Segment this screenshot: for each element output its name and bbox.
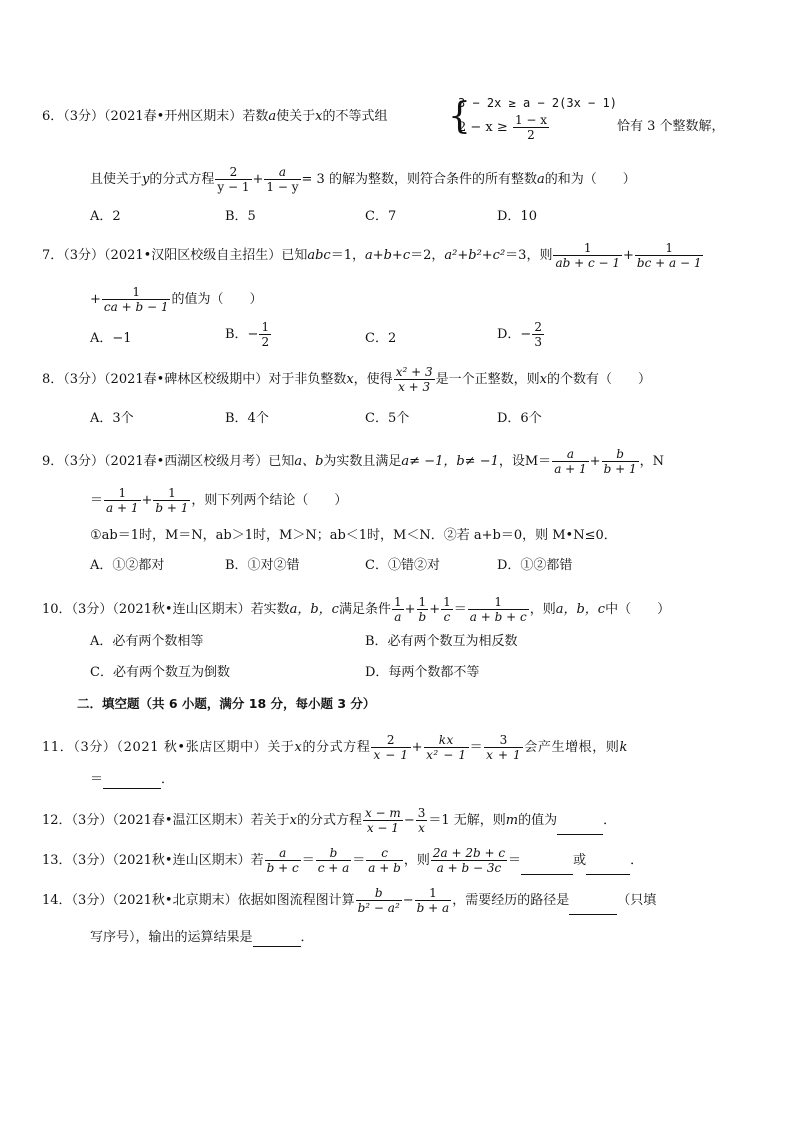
q6-option-b[interactable]: B．5 — [225, 209, 256, 224]
q7-number: 7．（3分） — [42, 248, 105, 263]
fraction-denominator: y − 1 — [217, 180, 250, 194]
q8-option-b[interactable]: B．4个 — [225, 411, 269, 426]
q13-text: ，则 — [403, 853, 430, 868]
q8-option-c[interactable]: C．5个 — [365, 411, 410, 426]
fraction-numerator: 1 − x — [514, 113, 548, 127]
q12-answer-blank[interactable] — [557, 821, 603, 835]
q11-fraction-2 — [424, 733, 469, 762]
plus-sign: + — [411, 740, 424, 755]
q14-text: 写序号），输出的运算结果是 — [90, 930, 253, 945]
fraction-numerator: a — [552, 447, 588, 462]
q14-text: 依据如图流程图计算 — [237, 893, 355, 908]
q11-text: 的分式方程 — [302, 740, 371, 755]
q13-source: （2021秋•连山区期末） — [112, 853, 251, 868]
equals-sign: ＝ — [352, 853, 366, 868]
q8-option-a[interactable]: A．3个 — [90, 411, 134, 426]
q13-number: 13．（3分） — [42, 853, 113, 868]
q8-line1 — [42, 365, 651, 394]
fraction-denominator: x − 1 — [366, 821, 399, 835]
q6-line1-end: 恰有 3 个整数解， — [617, 119, 725, 134]
q6-line2 — [90, 165, 636, 194]
q8-text: 是一个正整数，则 — [435, 372, 540, 387]
q6-var-a: a — [536, 172, 545, 187]
q10-source: （2021秋•连山区期末） — [112, 602, 251, 617]
fraction-numerator: 1 — [102, 285, 171, 300]
q6-source: （2021春•开州区期末） — [104, 109, 243, 124]
q14-number: 14．（3分） — [42, 893, 113, 908]
fraction-denominator: ca + b − 1 — [103, 300, 169, 314]
fraction-denominator: a — [394, 610, 402, 624]
fraction-numerator: 2a + 2b + c — [432, 846, 506, 860]
q7-fraction-3 — [102, 285, 171, 314]
q10-text: ，则 — [529, 602, 556, 617]
fraction-denominator: a + 1 — [106, 501, 139, 515]
q13-fraction-4 — [431, 846, 507, 875]
q8-fraction — [394, 365, 435, 394]
q7-option-a[interactable]: A．−1 — [90, 331, 132, 346]
q11-text: ＝ — [90, 772, 104, 787]
q7-fraction-2 — [635, 241, 704, 270]
fraction-numerator: x² + 3 — [395, 365, 433, 379]
fraction-numerator: a — [265, 846, 301, 861]
q14-answer-blank-1[interactable] — [569, 901, 617, 915]
q7-text: ＝1， — [330, 248, 365, 263]
q6-option-a[interactable]: A．2 — [90, 209, 121, 224]
q9-source: （2021春•西湖区校级月考） — [104, 454, 269, 469]
fraction-numerator: 1 — [261, 320, 270, 334]
q7-text: ＝2， — [410, 248, 445, 263]
plus-sign: + — [252, 172, 264, 187]
q13-text: ＝ — [508, 853, 522, 868]
q6-line1 — [42, 108, 387, 126]
q6-text: 使关于 — [276, 109, 316, 124]
q13-line — [42, 846, 643, 875]
fraction-denominator: 3 — [534, 335, 542, 349]
fraction-numerator: 1 — [393, 595, 402, 609]
fraction-numerator: 1 — [635, 241, 704, 256]
q7-text: ＝3，则 — [505, 248, 553, 263]
q10-option-a[interactable]: A．必有两个数相等 — [90, 634, 204, 649]
fraction-numerator: c — [366, 846, 403, 861]
fraction-denominator: b + c — [266, 861, 299, 875]
q12-fraction-1 — [363, 806, 403, 835]
q12-var-x: x — [289, 813, 297, 828]
q13-fraction-3 — [366, 846, 403, 875]
q11-answer-blank[interactable] — [103, 775, 161, 789]
q8-text: 的个数有（ ） — [546, 372, 651, 387]
q7-text: 的值为（ ） — [171, 292, 263, 307]
q9-text: ，N — [639, 454, 664, 469]
q7-option-c[interactable]: C．2 — [365, 331, 397, 346]
q7-option-b[interactable] — [225, 320, 272, 349]
fraction-numerator: 1 — [104, 486, 140, 501]
q10-fraction-b — [417, 595, 429, 624]
q6-text: 且使关于 — [90, 172, 143, 187]
q9-condition: a≠ −1，b≠ −1 — [401, 454, 499, 469]
q6-sys2-left: 2 − x ≥ — [458, 120, 508, 135]
fraction-denominator: a + b − 3c — [436, 861, 502, 875]
fraction-denominator: x + 1 — [486, 748, 522, 762]
q14-source: （2021秋•北京期末） — [112, 893, 238, 908]
q10-option-b[interactable]: B．必有两个数互为相反数 — [365, 634, 518, 649]
fraction-denominator: a + b + c — [469, 610, 527, 624]
q11-var-x: x — [294, 740, 303, 755]
q6-system-brace: { — [448, 96, 471, 137]
q11-source: （2021 秋•张店区期中） — [116, 740, 268, 755]
q8-option-d[interactable]: D．6个 — [497, 411, 542, 426]
q10-fraction-c — [441, 595, 453, 624]
fraction-denominator: ab + c − 1 — [555, 256, 621, 270]
q11-text: 关于 — [267, 740, 295, 755]
q10-line1: 10．（3分）（2021秋•连山区期末）若实数a，b，c满足条件 $\frac{1}{a}$ + $\frac{1}{b}$ + $\frac{1}{c}$ ＝ $\frac{1}{a + b + c}$ ，则a，b，c中（ ） — [42, 595, 671, 624]
option-label: D．− — [497, 327, 532, 342]
q6-text: = 3 的解为整数，则符合条件的所有整数 — [301, 172, 537, 187]
fraction-denominator: x² − 1 — [426, 748, 467, 762]
q11-line1 — [42, 733, 628, 762]
fraction-numerator: a — [264, 165, 300, 180]
q11-fraction-1 — [371, 733, 410, 762]
q9-fraction-4 — [153, 486, 190, 515]
q10-fraction-a — [392, 595, 404, 624]
q13-answer-blank-2[interactable] — [586, 861, 630, 875]
fraction-numerator: b — [356, 886, 402, 901]
q8-source: （2021春•碑林区校级期中） — [104, 372, 269, 387]
q13-text: ． — [630, 853, 644, 868]
fraction-denominator: b² − a² — [357, 901, 400, 915]
equals-sign: ＝ — [453, 602, 467, 617]
q14-fraction-2 — [415, 886, 452, 915]
q6-option-d[interactable]: D．10 — [497, 209, 537, 224]
q11-line2 — [90, 771, 174, 789]
fraction-denominator: x + 3 — [398, 380, 431, 394]
q8-number: 8．（3分） — [42, 372, 105, 387]
q14-line2 — [90, 929, 314, 947]
q7-squares: a²+b²+c² — [444, 248, 506, 263]
q7-b-fraction — [259, 320, 271, 349]
q12-text: 的值为 — [518, 813, 558, 828]
fraction-denominator: b + a — [416, 901, 450, 915]
q12-source: （2021春•温江区期末） — [112, 813, 251, 828]
q12-text: ＝1 无解，则 — [428, 813, 506, 828]
q8-text: ，使得 — [353, 372, 393, 387]
q9-vars: a、b — [294, 454, 324, 469]
minus-sign: − — [402, 893, 414, 908]
fraction-numerator: 3 — [417, 806, 426, 820]
q6-option-c[interactable]: C．7 — [365, 209, 397, 224]
q11-var-k: k — [619, 740, 628, 755]
q7-source: （2021•汉阳区校级自主招生） — [104, 248, 282, 263]
fraction-numerator: 1 — [468, 595, 529, 610]
fraction-denominator: b + 1 — [603, 462, 637, 476]
fraction-numerator: 1 — [153, 486, 190, 501]
q12-text: 若关于 — [250, 813, 290, 828]
q6-sys2-fraction — [513, 113, 549, 142]
q10-text: 满足条件 — [338, 602, 391, 617]
q7-sum: a+b+c — [364, 248, 411, 263]
q10-option-c[interactable]: C．必有两个数互为倒数 — [90, 665, 230, 680]
q9-fraction-1 — [552, 447, 588, 476]
q9-option-d[interactable]: D．①②都错 — [497, 558, 573, 573]
q6-var-x: x — [315, 109, 323, 124]
section-heading: 二．填空题（共 6 小题，满分 18 分，每小题 3 分） — [77, 696, 376, 711]
fraction-numerator: 2 — [534, 320, 542, 334]
fraction-denominator: bc + a − 1 — [636, 256, 702, 270]
q8-var-x: x — [539, 372, 547, 387]
q12-text: 的分式方程 — [296, 813, 362, 828]
fraction-denominator: 2 — [261, 335, 270, 349]
q14-text: （只填 — [617, 893, 657, 908]
q14-answer-blank-2[interactable] — [253, 933, 301, 947]
fraction-denominator: 1 − y — [266, 180, 299, 194]
q9-number: 9．（3分） — [42, 454, 105, 469]
q10-text: 中（ ） — [605, 602, 671, 617]
q10-number: 10．（3分） — [42, 602, 113, 617]
equals-sign: ＝ — [469, 740, 484, 755]
option-label: B．− — [225, 327, 259, 342]
fraction-numerator: x − m — [364, 806, 401, 820]
fraction-denominator: c + a — [317, 861, 350, 875]
q7-text: 已知 — [281, 248, 308, 263]
q7-option-d[interactable] — [497, 320, 545, 349]
q9-fraction-3 — [104, 486, 140, 515]
q6-text: 若数 — [242, 109, 269, 124]
q6-fraction-2 — [264, 165, 300, 194]
q10-option-d[interactable]: D．每两个数都不等 — [365, 665, 480, 680]
q14-text: ． — [300, 930, 314, 945]
fraction-denominator: b — [418, 610, 427, 624]
q11-number: 11．（3分） — [42, 740, 117, 755]
fraction-numerator: 3 — [484, 733, 523, 748]
fraction-numerator: 2 — [215, 165, 251, 180]
fraction-numerator: 1 — [415, 886, 452, 901]
q6-text: 的和为（ ） — [544, 172, 636, 187]
q9-text: ＝ — [90, 493, 104, 508]
fraction-numerator: b — [316, 846, 352, 861]
plus-sign: + — [141, 493, 153, 508]
q13-fraction-1 — [265, 846, 301, 875]
q6-number: 6．（3分） — [42, 109, 105, 124]
fraction-numerator: 2 — [371, 733, 410, 748]
q6-var-a: a — [268, 109, 277, 124]
fraction-denominator: 2 — [527, 128, 535, 142]
q9-option-c[interactable]: C．①错②对 — [365, 558, 440, 573]
q9-line1 — [42, 447, 664, 476]
q12-number: 12．（3分） — [42, 813, 113, 828]
plus-sign: + — [589, 454, 601, 469]
q9-option-b[interactable]: B．①对②错 — [225, 558, 300, 573]
fraction-denominator: a + b — [368, 861, 401, 875]
q14-line1 — [42, 886, 656, 915]
q12-var-m: m — [505, 813, 519, 828]
fraction-denominator: b + 1 — [155, 501, 189, 515]
q8-text: 对于非负整数 — [268, 372, 347, 387]
fraction-numerator: 1 — [553, 241, 622, 256]
fraction-denominator: c — [443, 610, 451, 624]
fraction-denominator: x — [418, 821, 425, 835]
q12-line — [42, 806, 616, 835]
q11-fraction-3 — [484, 733, 523, 762]
q9-option-a[interactable]: A．①②都对 — [90, 558, 165, 573]
minus-sign: − — [403, 813, 415, 828]
q9-line2 — [90, 486, 347, 515]
fraction-numerator: 1 — [443, 595, 451, 609]
q11-text: ． — [161, 772, 175, 787]
q6-var-y: y — [142, 172, 150, 187]
q7-d-fraction — [532, 320, 544, 349]
q10-fraction-r — [468, 595, 529, 624]
q13-text: 或 — [573, 853, 587, 868]
q14-text: ，需要经历的路径是 — [452, 893, 570, 908]
fraction-numerator: kx — [424, 733, 469, 748]
q9-text: 为实数且满足 — [323, 454, 402, 469]
q12-text: ． — [603, 813, 617, 828]
fraction-denominator: a + 1 — [554, 462, 587, 476]
q13-text: 若 — [250, 853, 264, 868]
plus-sign: + — [623, 248, 634, 263]
q10-vars: a，b，c — [289, 602, 339, 617]
q9-text: ，设M＝ — [498, 454, 552, 469]
q10-vars: a，b，c — [555, 602, 606, 617]
q9-conclusions: ①ab＝1时，M＝N，ab＞1时，M＞N；ab＜1时，M＜N．②若 a+b＝0，则 M•N≤0． — [90, 528, 617, 543]
q7-line2 — [90, 285, 262, 314]
q13-answer-blank-1[interactable] — [521, 861, 573, 875]
q12-fraction-2 — [416, 806, 428, 835]
equals-sign: ＝ — [301, 853, 315, 868]
q7-abc: abc — [307, 248, 331, 263]
q6-text: 的不等式组 — [322, 109, 388, 124]
q9-fraction-2 — [602, 447, 639, 476]
fraction-numerator: b — [602, 447, 639, 462]
q7-fraction-1 — [553, 241, 622, 270]
q7-line1 — [42, 241, 704, 270]
q9-text: ，则下列两个结论（ ） — [191, 493, 348, 508]
q6-fraction-1 — [215, 165, 251, 194]
q10-text: 若实数 — [250, 602, 290, 617]
fraction-numerator: 1 — [417, 595, 429, 610]
q6-system-row1: 3 − 2x ≥ a − 2(3x − 1) — [458, 96, 617, 110]
q13-fraction-2 — [316, 846, 352, 875]
q6-text: 的分式方程 — [149, 172, 215, 187]
q9-text: 已知 — [268, 454, 295, 469]
plus-sign: + — [90, 292, 101, 307]
q11-text: 会产生增根，则 — [524, 740, 620, 755]
fraction-denominator: x − 1 — [373, 748, 409, 762]
q6-system-row2 — [458, 113, 550, 142]
q8-var-x: x — [346, 372, 354, 387]
q14-fraction-1 — [356, 886, 402, 915]
